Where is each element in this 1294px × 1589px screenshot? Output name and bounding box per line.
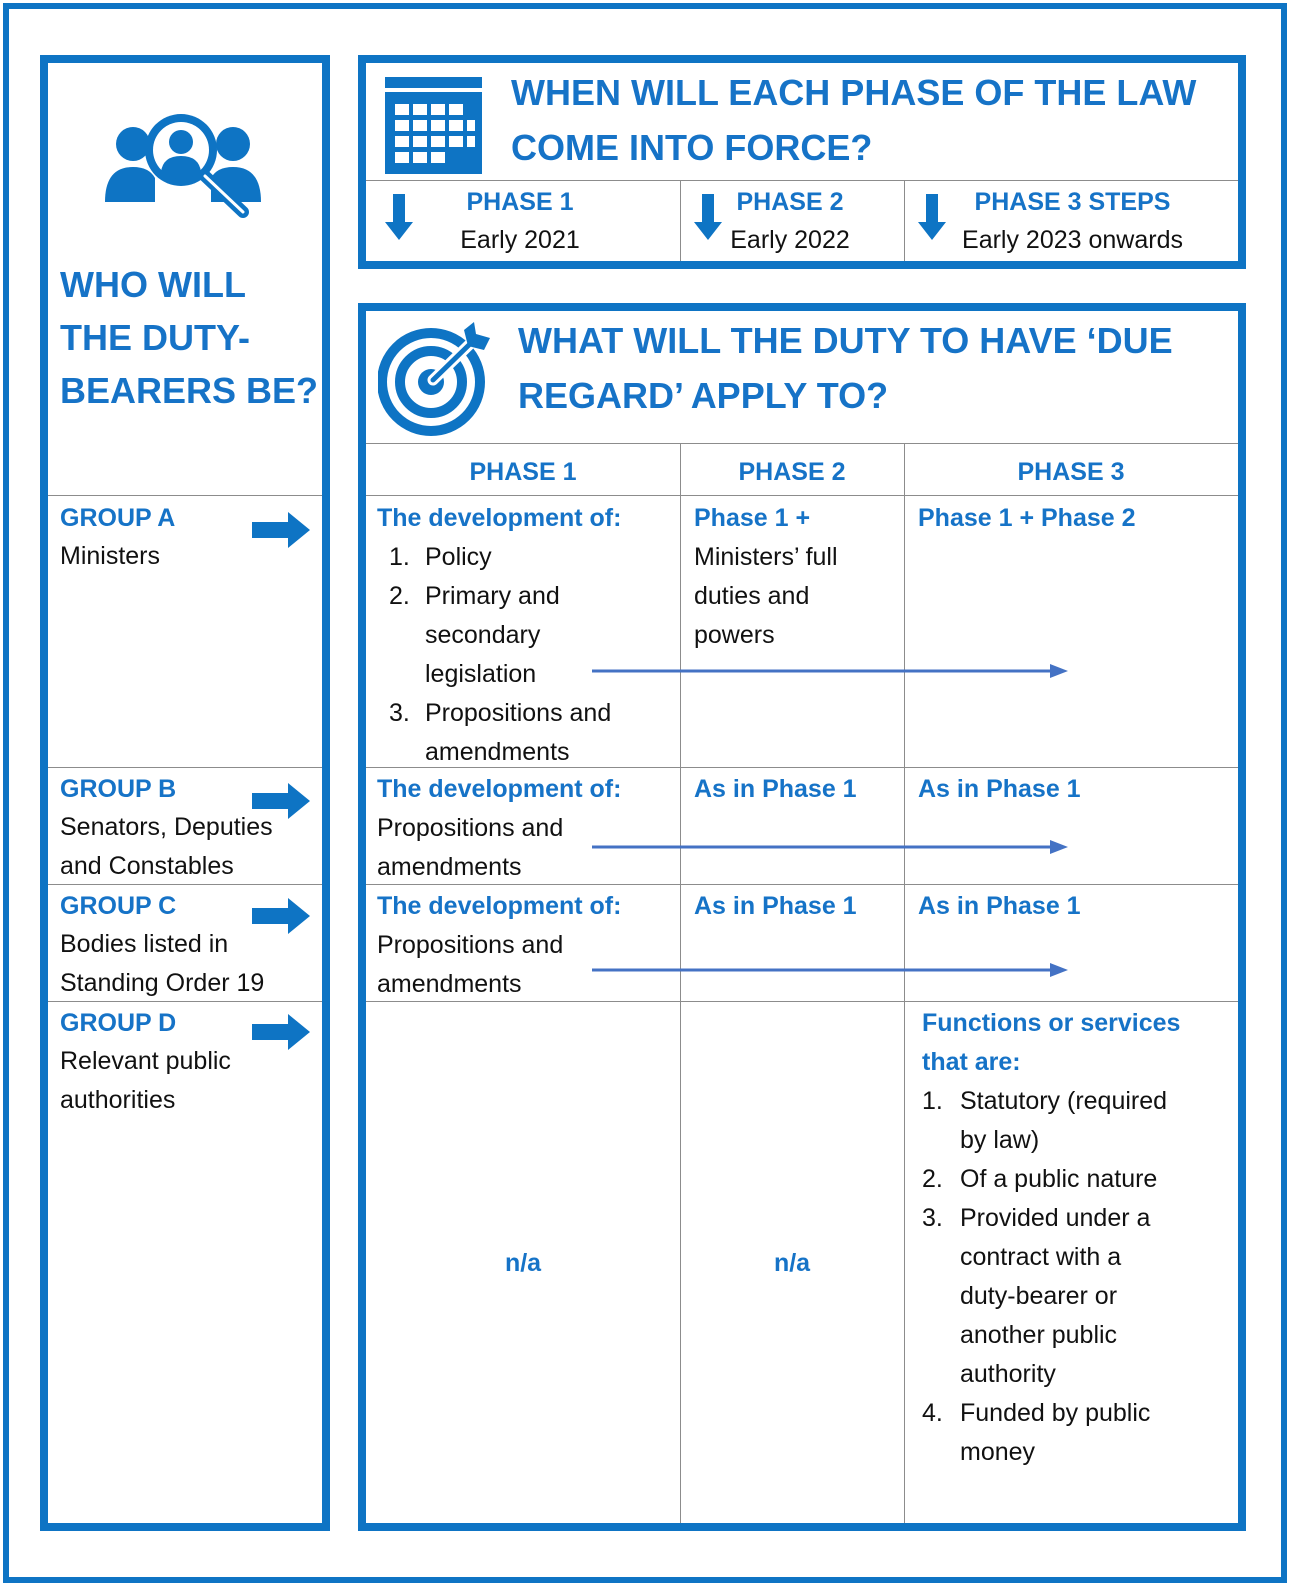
row-a-phase-3: Phase 1 + Phase 2 bbox=[918, 504, 1136, 532]
list-item: 1. Statutory (required by law) bbox=[922, 1087, 1168, 1154]
row-c-phase-2: As in Phase 1 bbox=[694, 892, 857, 920]
list-item: 2. Primary and secondary legislation bbox=[389, 582, 560, 688]
row-a-phase-1 bbox=[377, 499, 677, 772]
down-arrow-icon bbox=[918, 194, 946, 240]
separator bbox=[366, 180, 1238, 181]
separator bbox=[680, 180, 681, 261]
row-a-p1-list bbox=[377, 538, 677, 772]
calendar-icon bbox=[385, 77, 482, 174]
group-c-desc: Bodies listed in Standing Order 19 bbox=[60, 930, 265, 997]
phase-1-date: Early 2021 bbox=[460, 226, 580, 254]
list-item: 4. Funded by public money bbox=[922, 1399, 1151, 1466]
row-c-phase-3: As in Phase 1 bbox=[918, 892, 1081, 920]
group-a-desc: Ministers bbox=[60, 542, 161, 570]
phase-3-date: Early 2023 onwards bbox=[962, 226, 1183, 254]
row-d-phase-3: Functions or services that are: 1. Statutory (required by law) 2. Of a public nature 3. Provided under a contract with a duty-bearer or another public authority 4. Funded by public money bbox=[922, 1004, 1234, 1472]
header-phase-1: PHASE 1 bbox=[469, 458, 577, 486]
row-b-phase-1: The development of: Propositions and amendments bbox=[377, 775, 622, 881]
down-arrow-icon bbox=[385, 194, 413, 240]
group-b-label: GROUP B bbox=[60, 775, 177, 803]
target-icon bbox=[378, 322, 490, 437]
separator bbox=[48, 767, 322, 768]
duty-bearers-title: WHO WILL THE DUTY- BEARERS BE? bbox=[60, 264, 319, 411]
separator bbox=[680, 443, 681, 1523]
duty-scope-title: WHAT WILL THE DUTY TO HAVE ‘DUE REGARD’ APPLY TO? bbox=[518, 320, 1173, 416]
row-d-p3-list bbox=[922, 1082, 1234, 1472]
group-b-desc: Senators, Deputies and Constables bbox=[60, 813, 273, 880]
row-c-phase-1: The development of: Propositions and amendments bbox=[377, 892, 622, 998]
continuation-arrow-c bbox=[592, 960, 1072, 980]
list-item: 3. Provided under a contract with a duty-bearer or another public authority bbox=[922, 1204, 1151, 1388]
row-d-phase-2: n/a bbox=[773, 1249, 811, 1277]
group-b-arrow-icon bbox=[252, 783, 310, 819]
continuation-arrow-a bbox=[592, 661, 1072, 681]
list-item: 2. Of a public nature bbox=[922, 1165, 1158, 1193]
group-d-label: GROUP D bbox=[60, 1009, 177, 1037]
row-b-phase-2: As in Phase 1 bbox=[694, 775, 857, 803]
separator bbox=[366, 495, 1238, 496]
separator bbox=[904, 443, 905, 1523]
row-a-p1-heading: The development of: bbox=[377, 504, 622, 532]
phase-2-label: PHASE 2 bbox=[736, 188, 844, 216]
group-a-arrow-icon bbox=[252, 512, 310, 548]
phase-3-label: PHASE 3 STEPS bbox=[974, 188, 1171, 216]
header-phase-3: PHASE 3 bbox=[1017, 458, 1125, 486]
separator bbox=[48, 495, 322, 496]
row-b-phase-3: As in Phase 1 bbox=[918, 775, 1081, 803]
group-c-label: GROUP C bbox=[60, 892, 177, 920]
phase-1-label: PHASE 1 bbox=[466, 188, 574, 216]
group-c-arrow-icon bbox=[252, 898, 310, 934]
group-d-arrow-icon bbox=[252, 1014, 310, 1050]
separator bbox=[366, 443, 1238, 444]
row-a-p2-heading: Phase 1 + bbox=[694, 504, 811, 532]
header-phase-2: PHASE 2 bbox=[738, 458, 846, 486]
row-a-phase-2: Phase 1 + Ministers’ full duties and powers bbox=[694, 499, 899, 655]
separator bbox=[904, 180, 905, 261]
phase-2-date: Early 2022 bbox=[730, 226, 850, 254]
continuation-arrow-b bbox=[592, 837, 1072, 857]
row-d-phase-1: n/a bbox=[504, 1249, 542, 1277]
list-item: 3. Propositions and amendments bbox=[389, 699, 612, 766]
phase-timing-title: WHEN WILL EACH PHASE OF THE LAW COME INTO FORCE? bbox=[511, 72, 1197, 168]
group-d-desc: Relevant public authorities bbox=[60, 1047, 231, 1114]
group-a-label: GROUP A bbox=[60, 504, 176, 532]
list-item: 1. Policy bbox=[389, 543, 492, 571]
people-search-icon bbox=[103, 112, 263, 227]
